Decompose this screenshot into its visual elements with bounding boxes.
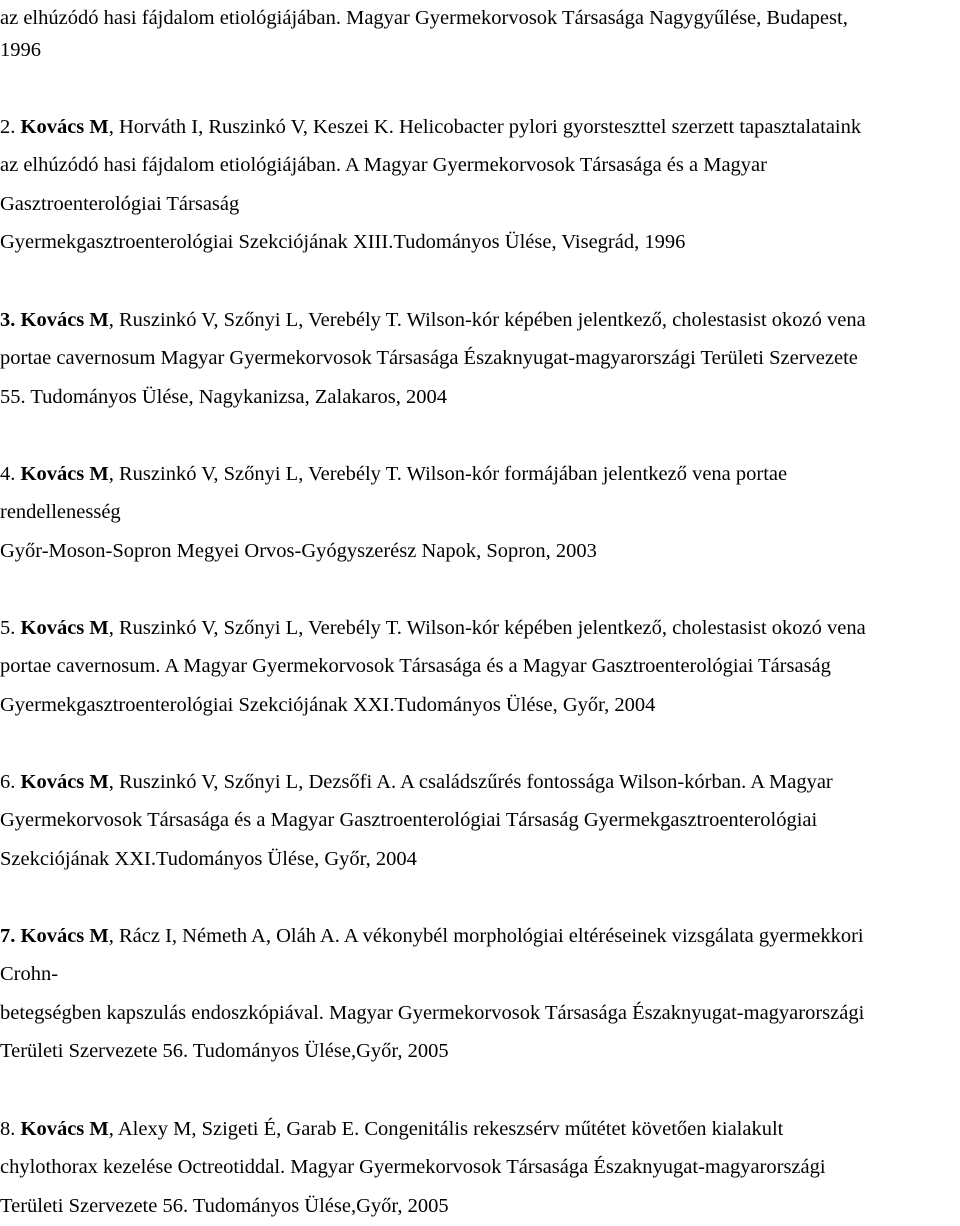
reference-text: , Horváth I, Ruszinkó V, Keszei K. Helicobacter pylori gyorsteszttel szerzett tapasztalataink [108,116,862,138]
reference-4-first-line [0,462,787,486]
text-line: rendellenesség [0,501,121,523]
reference-2-first-line [0,115,861,139]
reference-number: 6. [0,771,16,793]
text-line: portae cavernosum Magyar Gyermekorvosok Társasága Északnyugat-magyarországi Területi Szervezete [0,347,858,369]
reference-8-first-line [0,1117,783,1141]
lead-author: Kovács M [20,463,109,485]
reference-number: 7. [0,925,16,947]
reference-text: , Ruszinkó V, Szőnyi L, Verebély T. Wilson-kór formájában jelentkező vena portae [108,463,788,485]
lead-author: Kovács M [20,771,109,793]
reference-6-first-line [0,770,833,794]
reference-number: 2. [0,116,16,138]
text-line: Gyermekgasztroenterológiai Szekciójának XIII.Tudományos Ülése, Visegrád, 1996 [0,231,686,253]
text-line: chylothorax kezelése Octreotiddal. Magyar Gyermekorvosok Társasága Északnyugat-magyarországi [0,1156,826,1178]
text-line: betegségben kapszulás endoszkópiával. Magyar Gyermekorvosok Társasága Északnyugat-magyarországi [0,1002,865,1024]
reference-5-first-line [0,616,866,640]
text-line: Területi Szervezete 56. Tudományos Ülése,Győr, 2005 [0,1040,449,1062]
text-line: Területi Szervezete 56. Tudományos Ülése,Győr, 2005 [0,1195,449,1217]
reference-text: , Alexy M, Szigeti É, Garab E. Congenitális rekeszsérv műtétet követően kialakult [108,1118,784,1140]
reference-3-first-line [0,308,866,332]
lead-author: Kovács M [20,617,109,639]
reference-number: 8. [0,1118,16,1140]
reference-text: , Ruszinkó V, Szőnyi L, Dezsőfi A. A családszűrés fontossága Wilson-kórban. A Magyar [108,771,833,793]
reference-text: , Ruszinkó V, Szőnyi L, Verebély T. Wilson-kór képében jelentkező, cholestasist okozó vena [108,309,866,331]
text-line: 55. Tudományos Ülése, Nagykanizsa, Zalakaros, 2004 [0,386,447,408]
text-line: portae cavernosum. A Magyar Gyermekorvosok Társasága és a Magyar Gasztroenterológiai Társaság [0,655,831,677]
reference-number: 3. [0,309,16,331]
reference-text: , Rácz I, Németh A, Oláh A. A vékonybél morphológiai eltéréseinek vizsgálata gyermekkori [108,925,864,947]
lead-author: Kovács M [20,116,109,138]
reference-7-first-line [0,924,864,948]
reference-number: 5. [0,617,16,639]
lead-author: Kovács M [20,309,109,331]
text-line: Győr-Moson-Sopron Megyei Orvos-Gyógyszerész Napok, Sopron, 2003 [0,540,597,562]
text-line: Szekciójának XXI.Tudományos Ülése, Győr, 2004 [0,848,417,870]
lead-author: Kovács M [20,925,109,947]
text-line: az elhúzódó hasi fájdalom etiológiájában. Magyar Gyermekorvosok Társasága Nagygyűlése, Budapest, [0,7,848,29]
reference-number: 4. [0,463,16,485]
text-line: 1996 [0,39,41,61]
lead-author: Kovács M [20,1118,109,1140]
text-line: Gasztroenterológiai Társaság [0,193,240,215]
text-line: Gyermekorvosok Társasága és a Magyar Gasztroenterológiai Társaság Gyermekgasztroenterológiai [0,809,818,831]
reference-text: , Ruszinkó V, Szőnyi L, Verebély T. Wilson-kór képében jelentkező, cholestasist okozó vena [108,617,866,639]
text-line: Gyermekgasztroenterológiai Szekciójának XXI.Tudományos Ülése, Győr, 2004 [0,694,656,716]
text-line: Crohn- [0,963,59,985]
text-line: az elhúzódó hasi fájdalom etiológiájában. A Magyar Gyermekorvosok Társasága és a Magyar [0,154,767,176]
